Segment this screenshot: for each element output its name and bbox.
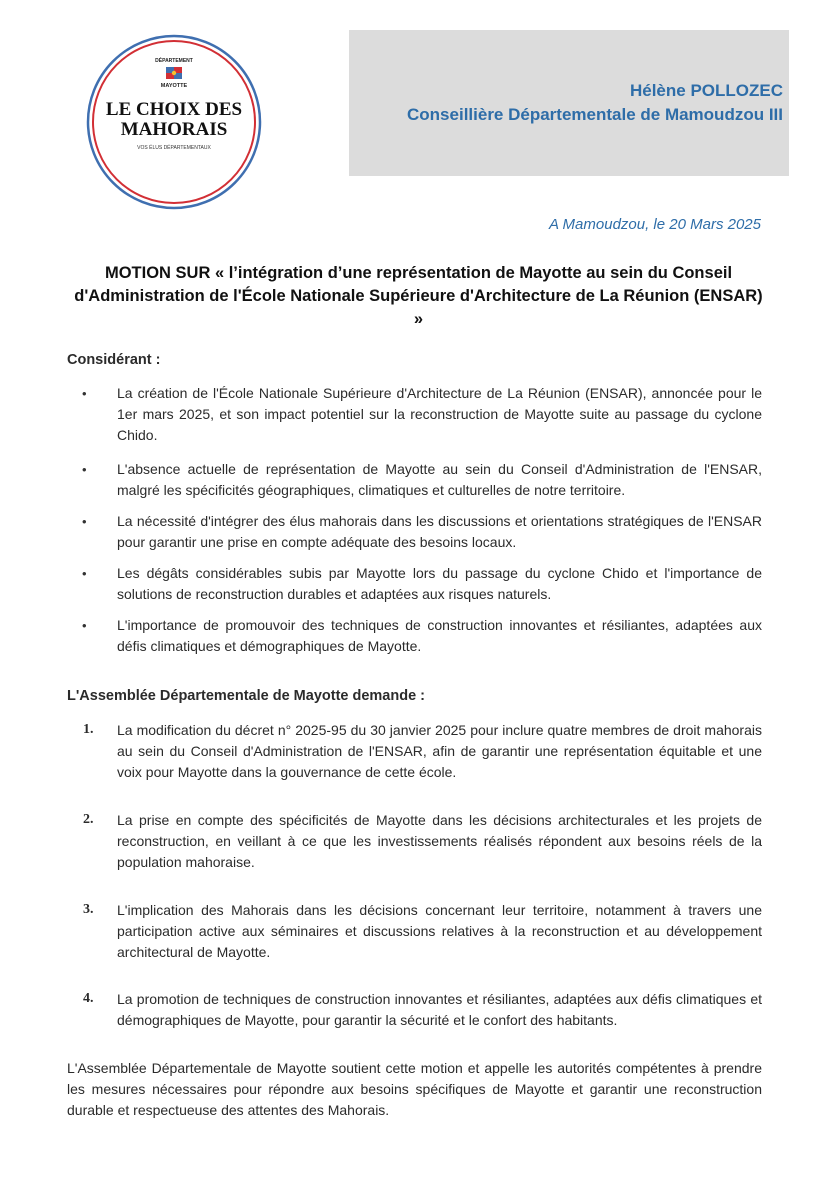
considerant-item: La création de l'École Nationale Supérieure d'Architecture de La Réunion (ENSAR), annoncée pour le 1er mars 2025, et son impact potentiel sur la reconstruction de Mayotte suite au passage du cyclone Chido.	[117, 385, 762, 443]
considerant-item: L'absence actuelle de représentation de Mayotte au sein du Conseil d'Administration de l'ENSAR, malgré les spécificités géographiques, climatiques et culturelles de notre territoire.	[117, 461, 762, 498]
demande-item: La promotion de techniques de construction innovantes et résiliantes, adaptées aux défis climatiques et démographiques de Mayotte, pour garantir la sécurité et le confort des habitants.	[117, 991, 762, 1028]
author-role: Conseillière Départementale de Mamoudzou III	[407, 105, 783, 124]
le-choix-des-mahorais-logo	[86, 34, 262, 210]
svg-text:LE CHOIX DES: LE CHOIX DES	[105, 99, 243, 120]
svg-text:DÉPARTEMENT: DÉPARTEMENT	[155, 58, 193, 64]
conclusion-paragraph: L'Assemblée Départementale de Mayotte soutient cette motion et appelle les autorités compétentes à prendre les mesures nécessaires pour répondre aux besoins spécifiques de Mayotte et garantir une reconstruction durable et respectueuse des attentes des Mahorais.	[67, 1060, 762, 1118]
considerant-item: La nécessité d'intégrer des élus mahorais dans les discussions et orientations stratégiques de l'ENSAR pour garantir une prise en compte adéquate des besoins locaux.	[117, 513, 762, 550]
motion-title: MOTION SUR « l’intégration d’une représentation de Mayotte au sein du Conseil d'Administration de l'École Nationale Supérieure d'Architecture de La Réunion (ENSAR) »	[74, 264, 763, 328]
item-number: 2.	[83, 812, 94, 827]
demande-heading: L'Assemblée Départementale de Mayotte demande :	[67, 688, 426, 704]
considerant-heading: Considérant :	[67, 352, 161, 368]
demande-item: La modification du décret n° 2025-95 du 30 janvier 2025 pour inclure quatre membres de droit mahorais au sein du Conseil d'Administration de l'ENSAR, afin de garantir une représentation équitable et une voix pour Mayotte dans la gouvernance de cette école.	[117, 722, 762, 780]
logo-emblem	[86, 34, 262, 210]
demande-item: L'implication des Mahorais dans les décisions concernant leur territoire, notamment à travers une participation active aux séminaires et discussions relatives à la reconstruction et au développement architectural de Mayotte.	[117, 902, 762, 960]
item-number: 4.	[83, 991, 94, 1006]
bullet-icon: •	[82, 618, 87, 633]
document-date: A Mamoudzou, le 20 Mars 2025	[548, 216, 761, 233]
svg-text:VOS ÉLUS DÉPARTEMENTAUX: VOS ÉLUS DÉPARTEMENTAUX	[137, 145, 211, 151]
considerant-item: Les dégâts considérables subis par Mayotte lors du passage du cyclone Chido et l'importance de solutions de reconstruction durables et adaptées aux risques naturels.	[117, 565, 762, 602]
considerant-item: L'importance de promouvoir des techniques de construction innovantes et résiliantes, adaptées aux défis climatiques et démographiques de Mayotte.	[117, 617, 762, 654]
item-number: 1.	[83, 722, 94, 737]
svg-text:MAHORAIS: MAHORAIS	[120, 119, 228, 140]
author-header-box	[349, 30, 789, 176]
item-number: 3.	[83, 902, 94, 917]
department-crest-icon	[166, 67, 182, 79]
bullet-icon: •	[82, 462, 87, 477]
author-name: Hélène POLLOZEC	[629, 81, 783, 100]
demande-item: La prise en compte des spécificités de Mayotte dans les décisions architecturales et les projets de reconstruction, en veillant à ce que les investissements réalisés répondent aux besoins réels de la population mahoraise.	[117, 812, 762, 870]
bullet-icon: •	[82, 386, 87, 401]
bullet-icon: •	[82, 566, 87, 581]
bullet-icon: •	[82, 514, 87, 529]
svg-text:MAYOTTE: MAYOTTE	[160, 83, 188, 89]
